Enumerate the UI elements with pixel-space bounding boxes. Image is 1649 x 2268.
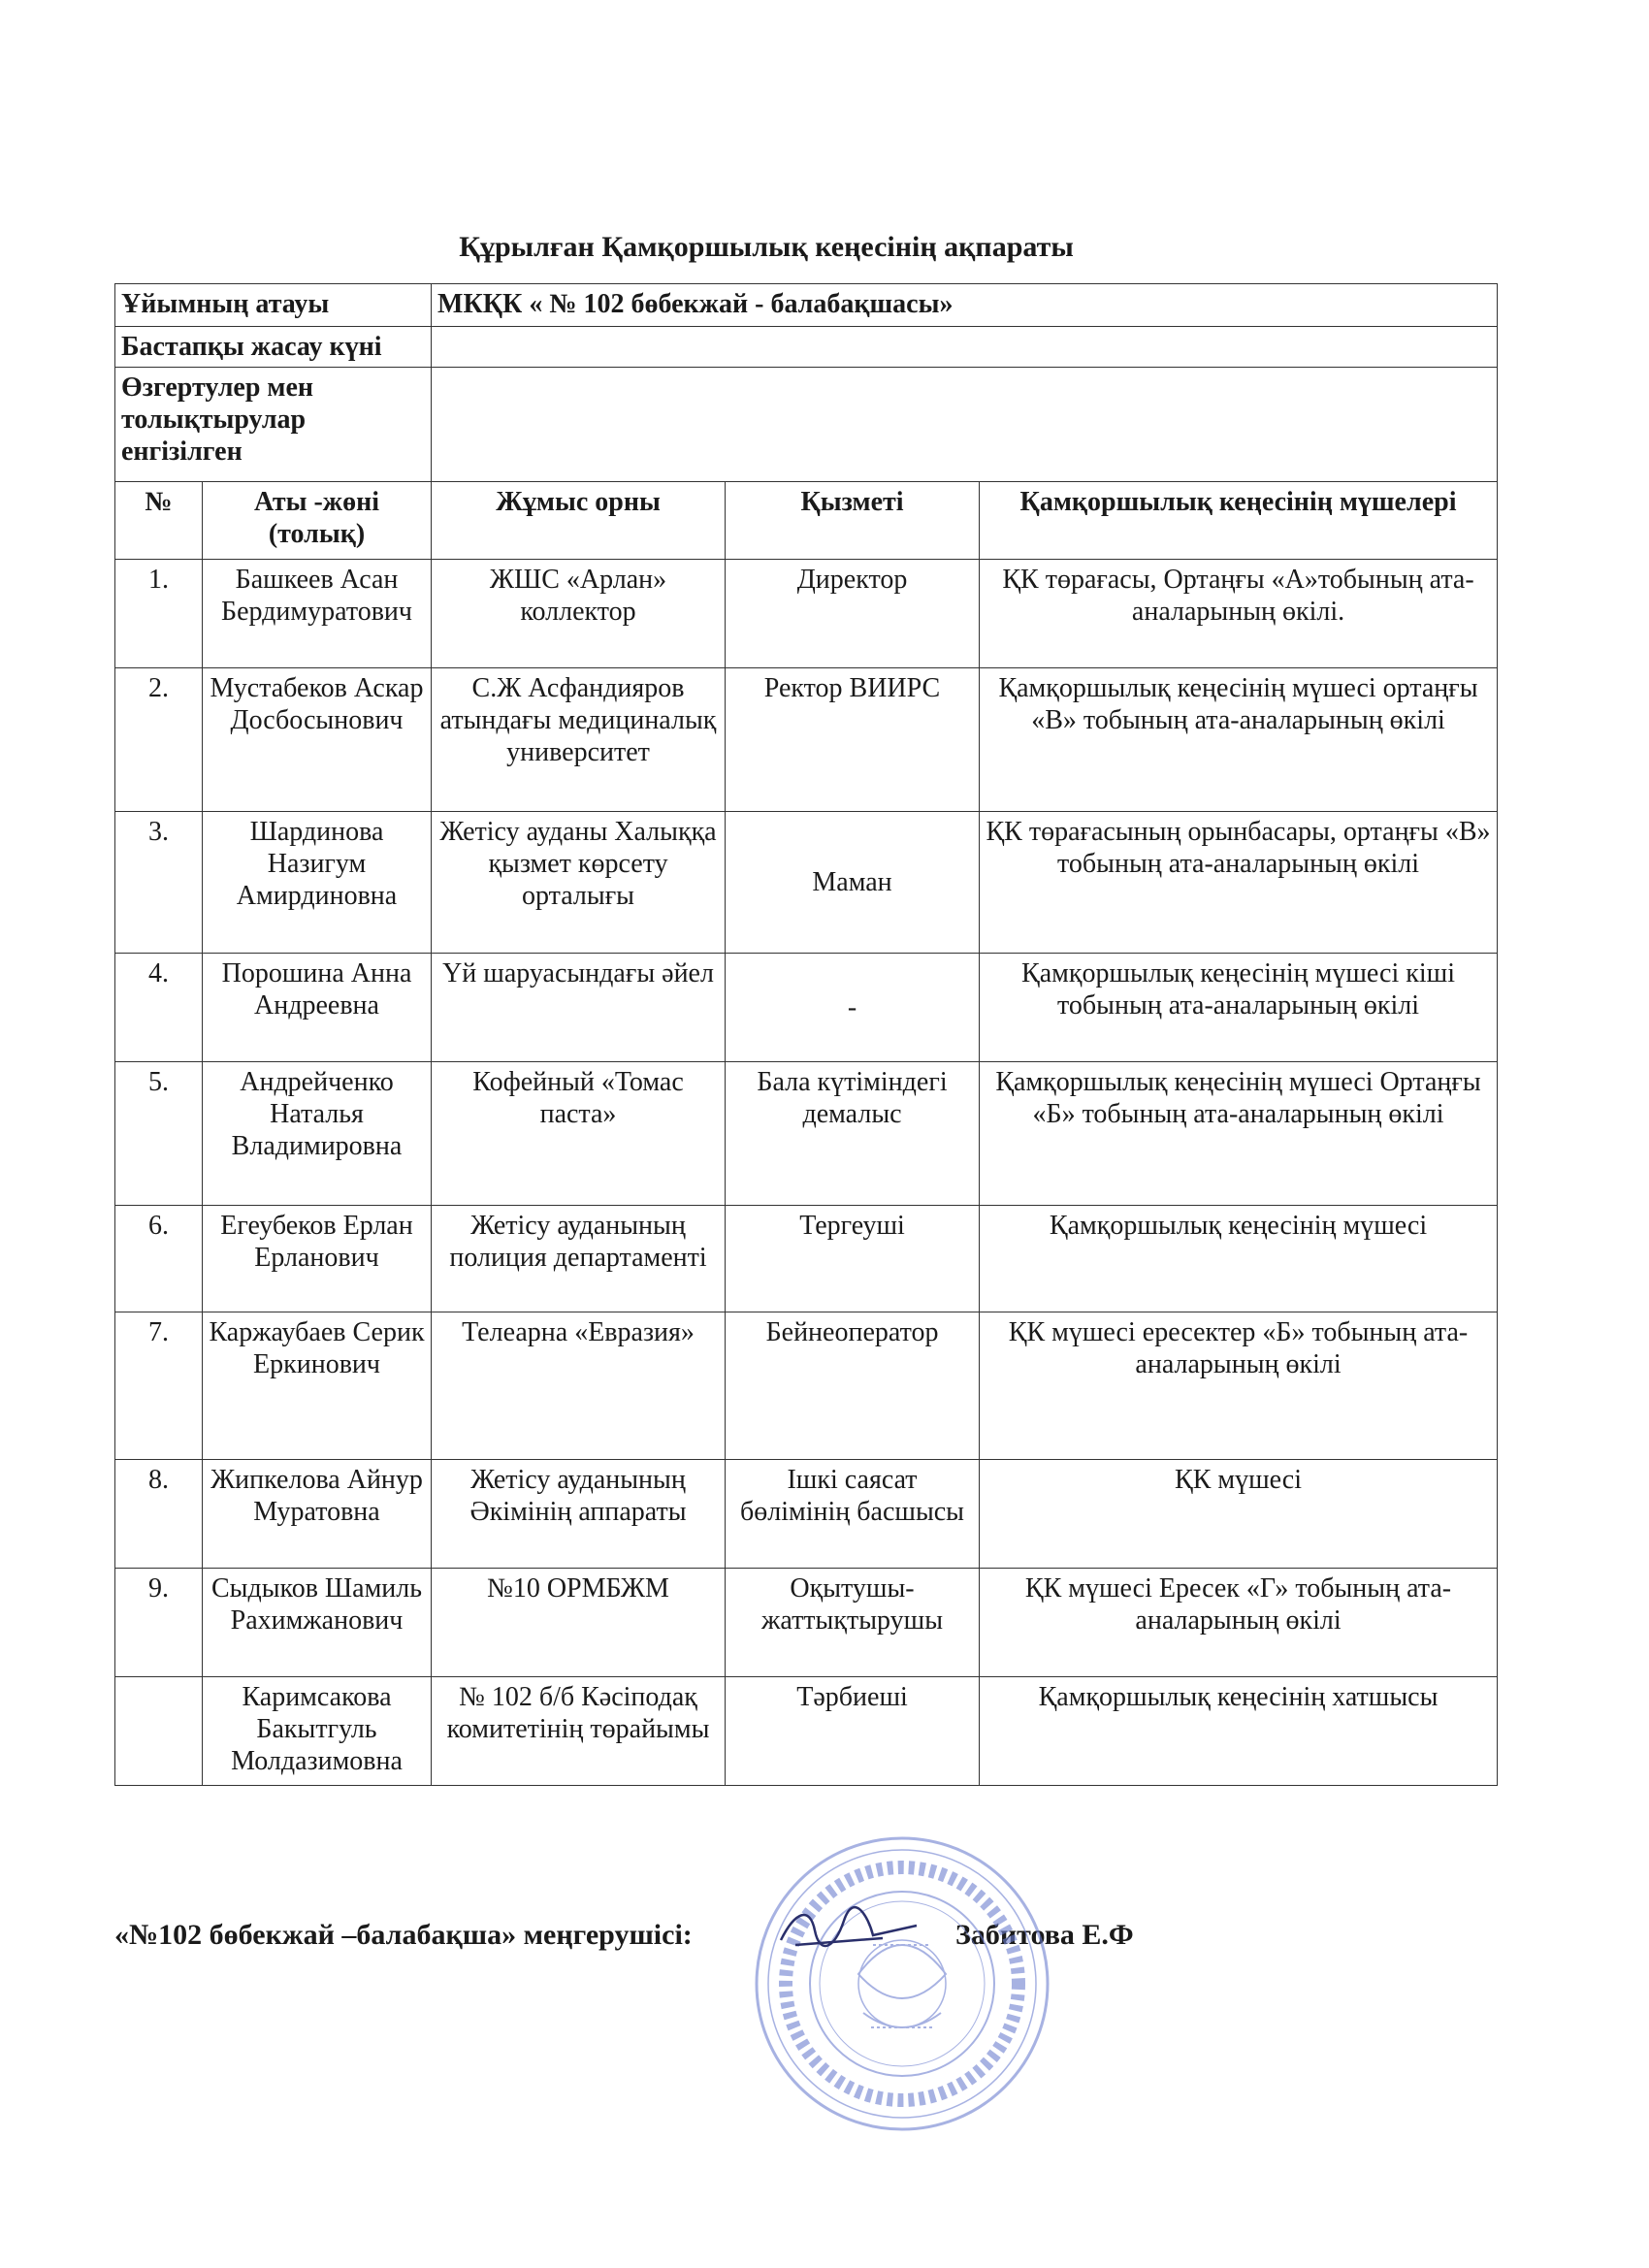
row-name: Каримсакова Бакытгуль Молдазимовна	[203, 1677, 432, 1786]
table-row	[115, 668, 1498, 812]
row-work: Кофейный «Томас паста»	[432, 1062, 726, 1206]
row-work: №10 ОРМБЖМ	[432, 1569, 726, 1677]
row-position: -	[726, 954, 980, 1062]
footer-label: «№102 бөбекжай –балабақша» меңгерушісі:	[114, 1919, 693, 1951]
row-work: № 102 б/б Кәсіподақ комитетінің төрайымы	[432, 1677, 726, 1786]
row-name: Андрейченко Наталья Владимировна	[203, 1062, 432, 1206]
start-row	[115, 327, 1498, 368]
row-role: ҚК мүшесі	[980, 1460, 1498, 1569]
council-table	[114, 283, 1498, 1786]
row-position: Бейнеоператор	[726, 1312, 980, 1460]
header-name: Аты -жөні (толық)	[203, 482, 432, 560]
row-num: 5.	[115, 1062, 203, 1206]
row-position: Ішкі саясат бөлімінің басшысы	[726, 1460, 980, 1569]
row-num: 9.	[115, 1569, 203, 1677]
row-position: Ректор ВИИРС	[726, 668, 980, 812]
row-role: Қамқоршылық кеңесінің хатшысы	[980, 1677, 1498, 1786]
row-role: ҚК төрағасы, Ортаңғы «А»тобының ата-аналарының өкілі.	[980, 560, 1498, 668]
row-num: 7.	[115, 1312, 203, 1460]
row-num: 6.	[115, 1206, 203, 1312]
header-num: №	[115, 482, 203, 560]
table-row	[115, 812, 1498, 954]
row-name: Шардинова Назигум Амирдиновна	[203, 812, 432, 954]
row-position: Тергеуші	[726, 1206, 980, 1312]
row-name: Жипкелова Айнур Муратовна	[203, 1460, 432, 1569]
row-work: Жетісу ауданы Халыққа қызмет көрсету орталығы	[432, 812, 726, 954]
row-position: Маман	[726, 812, 980, 954]
table-row	[115, 1206, 1498, 1312]
changes-value	[432, 368, 1498, 482]
start-value	[432, 327, 1498, 368]
row-num: 4.	[115, 954, 203, 1062]
changes-row	[115, 368, 1498, 482]
row-num: 2.	[115, 668, 203, 812]
table-row	[115, 1677, 1498, 1786]
header-work: Жұмыс орны	[432, 482, 726, 560]
row-work: ЖШС «Арлан» коллектор	[432, 560, 726, 668]
row-work: Жетісу ауданының Әкімінің аппараты	[432, 1460, 726, 1569]
row-num: 1.	[115, 560, 203, 668]
row-work: С.Ж Асфандияров атындағы медициналық университет	[432, 668, 726, 812]
row-position: Директор	[726, 560, 980, 668]
row-work: Үй шаруасындағы әйел	[432, 954, 726, 1062]
row-position: Тәрбиеші	[726, 1677, 980, 1786]
table-row	[115, 954, 1498, 1062]
official-stamp-icon	[747, 1829, 1057, 2139]
row-role: ҚК төрағасының орынбасары, ортаңғы «В» тобының ата-аналарының өкілі	[980, 812, 1498, 954]
row-num: 8.	[115, 1460, 203, 1569]
row-role: ҚК мүшесі ересектер «Б» тобының ата-аналарының өкілі	[980, 1312, 1498, 1460]
footer-name: Забитова Е.Ф	[955, 1919, 1134, 1951]
document-title: Құрылған Қамқоршылық кеңесінің ақпараты	[459, 231, 1074, 263]
table-row	[115, 560, 1498, 668]
row-name: Егеубеков Ерлан Ерланович	[203, 1206, 432, 1312]
signature-icon	[776, 1901, 922, 1960]
table-row	[115, 1062, 1498, 1206]
row-num: 3.	[115, 812, 203, 954]
start-label: Бастапқы жасау күні	[115, 327, 432, 368]
row-name: Мустабеков Аскар Досбосынович	[203, 668, 432, 812]
row-name: Сыдыков Шамиль Рахимжанович	[203, 1569, 432, 1677]
row-position: Бала күтіміндегі демалыс	[726, 1062, 980, 1206]
table-row	[115, 1569, 1498, 1677]
header-position: Қызметі	[726, 482, 980, 560]
row-role: ҚК мүшесі Ересек «Г» тобының ата-аналарының өкілі	[980, 1569, 1498, 1677]
row-role: Қамқоршылық кеңесінің мүшесі Ортаңғы «Б» тобының ата-аналарының өкілі	[980, 1062, 1498, 1206]
header-role: Қамқоршылық кеңесінің мүшелері	[980, 482, 1498, 560]
row-position: Оқытушы-жаттықтырушы	[726, 1569, 980, 1677]
row-role: Қамқоршылық кеңесінің мүшесі ортаңғы «В» тобының ата-аналарының өкілі	[980, 668, 1498, 812]
row-num	[115, 1677, 203, 1786]
row-name: Каржаубаев Серик Еркинович	[203, 1312, 432, 1460]
row-work: Жетісу ауданының полиция департаменті	[432, 1206, 726, 1312]
org-row	[115, 284, 1498, 327]
row-work: Телеарна «Евразия»	[432, 1312, 726, 1460]
table-row	[115, 1460, 1498, 1569]
table-row	[115, 1312, 1498, 1460]
header-row	[115, 482, 1498, 560]
changes-label: Өзгертулер мен толықтырулар енгізілген	[115, 368, 432, 482]
row-role: Қамқоршылық кеңесінің мүшесі кіші тобының ата-аналарының өкілі	[980, 954, 1498, 1062]
org-value: МКҚК « № 102 бөбекжай - балабақшасы»	[432, 284, 1498, 327]
row-name: Башкеев Асан Бердимуратович	[203, 560, 432, 668]
org-label: Ұйымның атауы	[115, 284, 432, 327]
row-name: Порошина Анна Андреевна	[203, 954, 432, 1062]
row-role: Қамқоршылық кеңесінің мүшесі	[980, 1206, 1498, 1312]
